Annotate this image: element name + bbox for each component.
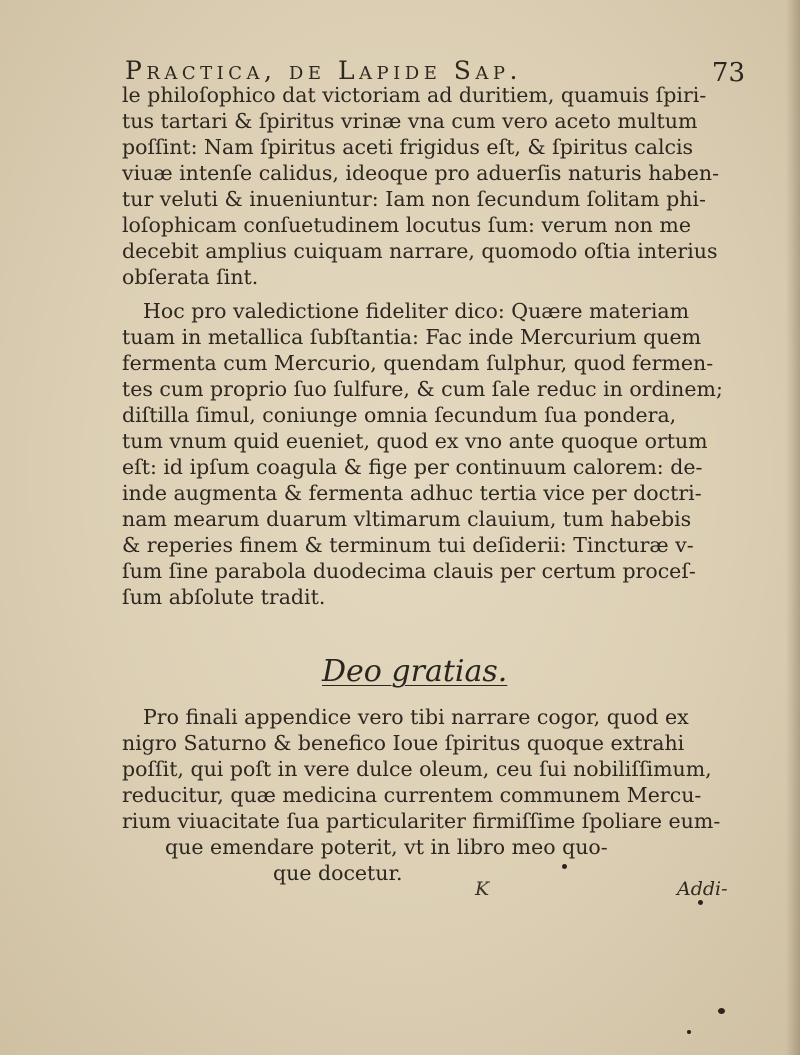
catchword: Addi- (677, 878, 728, 900)
page-number: 73 (711, 58, 745, 88)
ink-speck (698, 900, 703, 905)
text-line: poſſit, qui poſt in vere dulce oleum, ceu ſui nobiliſſimum, (122, 757, 712, 781)
text-line: viuæ intenſe calidus, ideoque pro aduerſis naturis haben- (122, 161, 720, 185)
text-line: diſtilla ſimul, coniunge omnia ſecundum ſua pondera, (122, 403, 677, 427)
page-edge-shadow (786, 0, 800, 1055)
text-line: reducitur, quæ medicina currentem communem Mercu- (122, 783, 702, 807)
signature-mark: K (475, 878, 490, 900)
closing-phrase: Deo gratias. (322, 654, 508, 689)
text-line: tum vnum quid eueniet, quod ex vno ante quoque ortum (122, 429, 708, 453)
text-line: nam mearum duarum vltimarum clauium, tum habebis (122, 507, 692, 531)
text-line: Pro finali appendice vero tibi narrare cogor, quod ex (143, 705, 689, 729)
ink-speck (562, 864, 567, 869)
text-line: Hoc pro valedictione fideliter dico: Quære materiam (143, 299, 690, 323)
text-line: obſerata ſint. (122, 265, 259, 289)
text-line: tuam in metallica ſubſtantia: Fac inde Mercurium quem (122, 325, 702, 349)
text-line: ſum ſine parabola duodecima clauis per certum proceſ- (122, 559, 696, 583)
text-line: & reperies finem & terminum tui deſiderii: Tincturæ v- (122, 533, 694, 557)
text-line: tes cum proprio ſuo ſulfure, & cum ſale reduc in ordinem; (122, 377, 723, 401)
text-line: loſophicam conſuetudinem locutus ſum: verum non me (122, 213, 691, 237)
text-line: decebit amplius cuiquam narrare, quomodo oſtia interius (122, 239, 718, 263)
text-line: poſſint: Nam ſpiritus aceti frigidus eſt, & ſpiritus calcis (122, 135, 694, 159)
text-line: que emendare poterit, vt in libro meo quo- (165, 835, 608, 859)
text-line: le philoſophico dat victoriam ad duritiem, quamuis ſpiri- (122, 83, 707, 107)
text-line: que docetur. (273, 861, 403, 885)
ink-speck (718, 1008, 725, 1014)
text-line: ſum abſolute tradit. (122, 585, 326, 609)
text-line: rium viuacitate ſua particulariter firmiſſime ſpoliare eum- (122, 809, 721, 833)
text-line: eſt: id ipſum coagula & fige per continuum calorem: de- (122, 455, 703, 479)
text-line: tus tartari & ſpiritus vrinæ vna cum vero aceto multum (122, 109, 698, 133)
text-line: tur veluti & inueniuntur: Iam non ſecundum ſolitam phi- (122, 187, 706, 211)
ink-speck (687, 1030, 691, 1034)
running-head: Practica, de Lapide Sap. (125, 56, 522, 85)
text-line: inde augmenta & fermenta adhuc tertia vice per doctri- (122, 481, 702, 505)
text-line: fermenta cum Mercurio, quendam ſulphur, quod fermen- (122, 351, 714, 375)
text-line: nigro Saturno & benefico Ioue ſpiritus quoque extrahi (122, 731, 685, 755)
